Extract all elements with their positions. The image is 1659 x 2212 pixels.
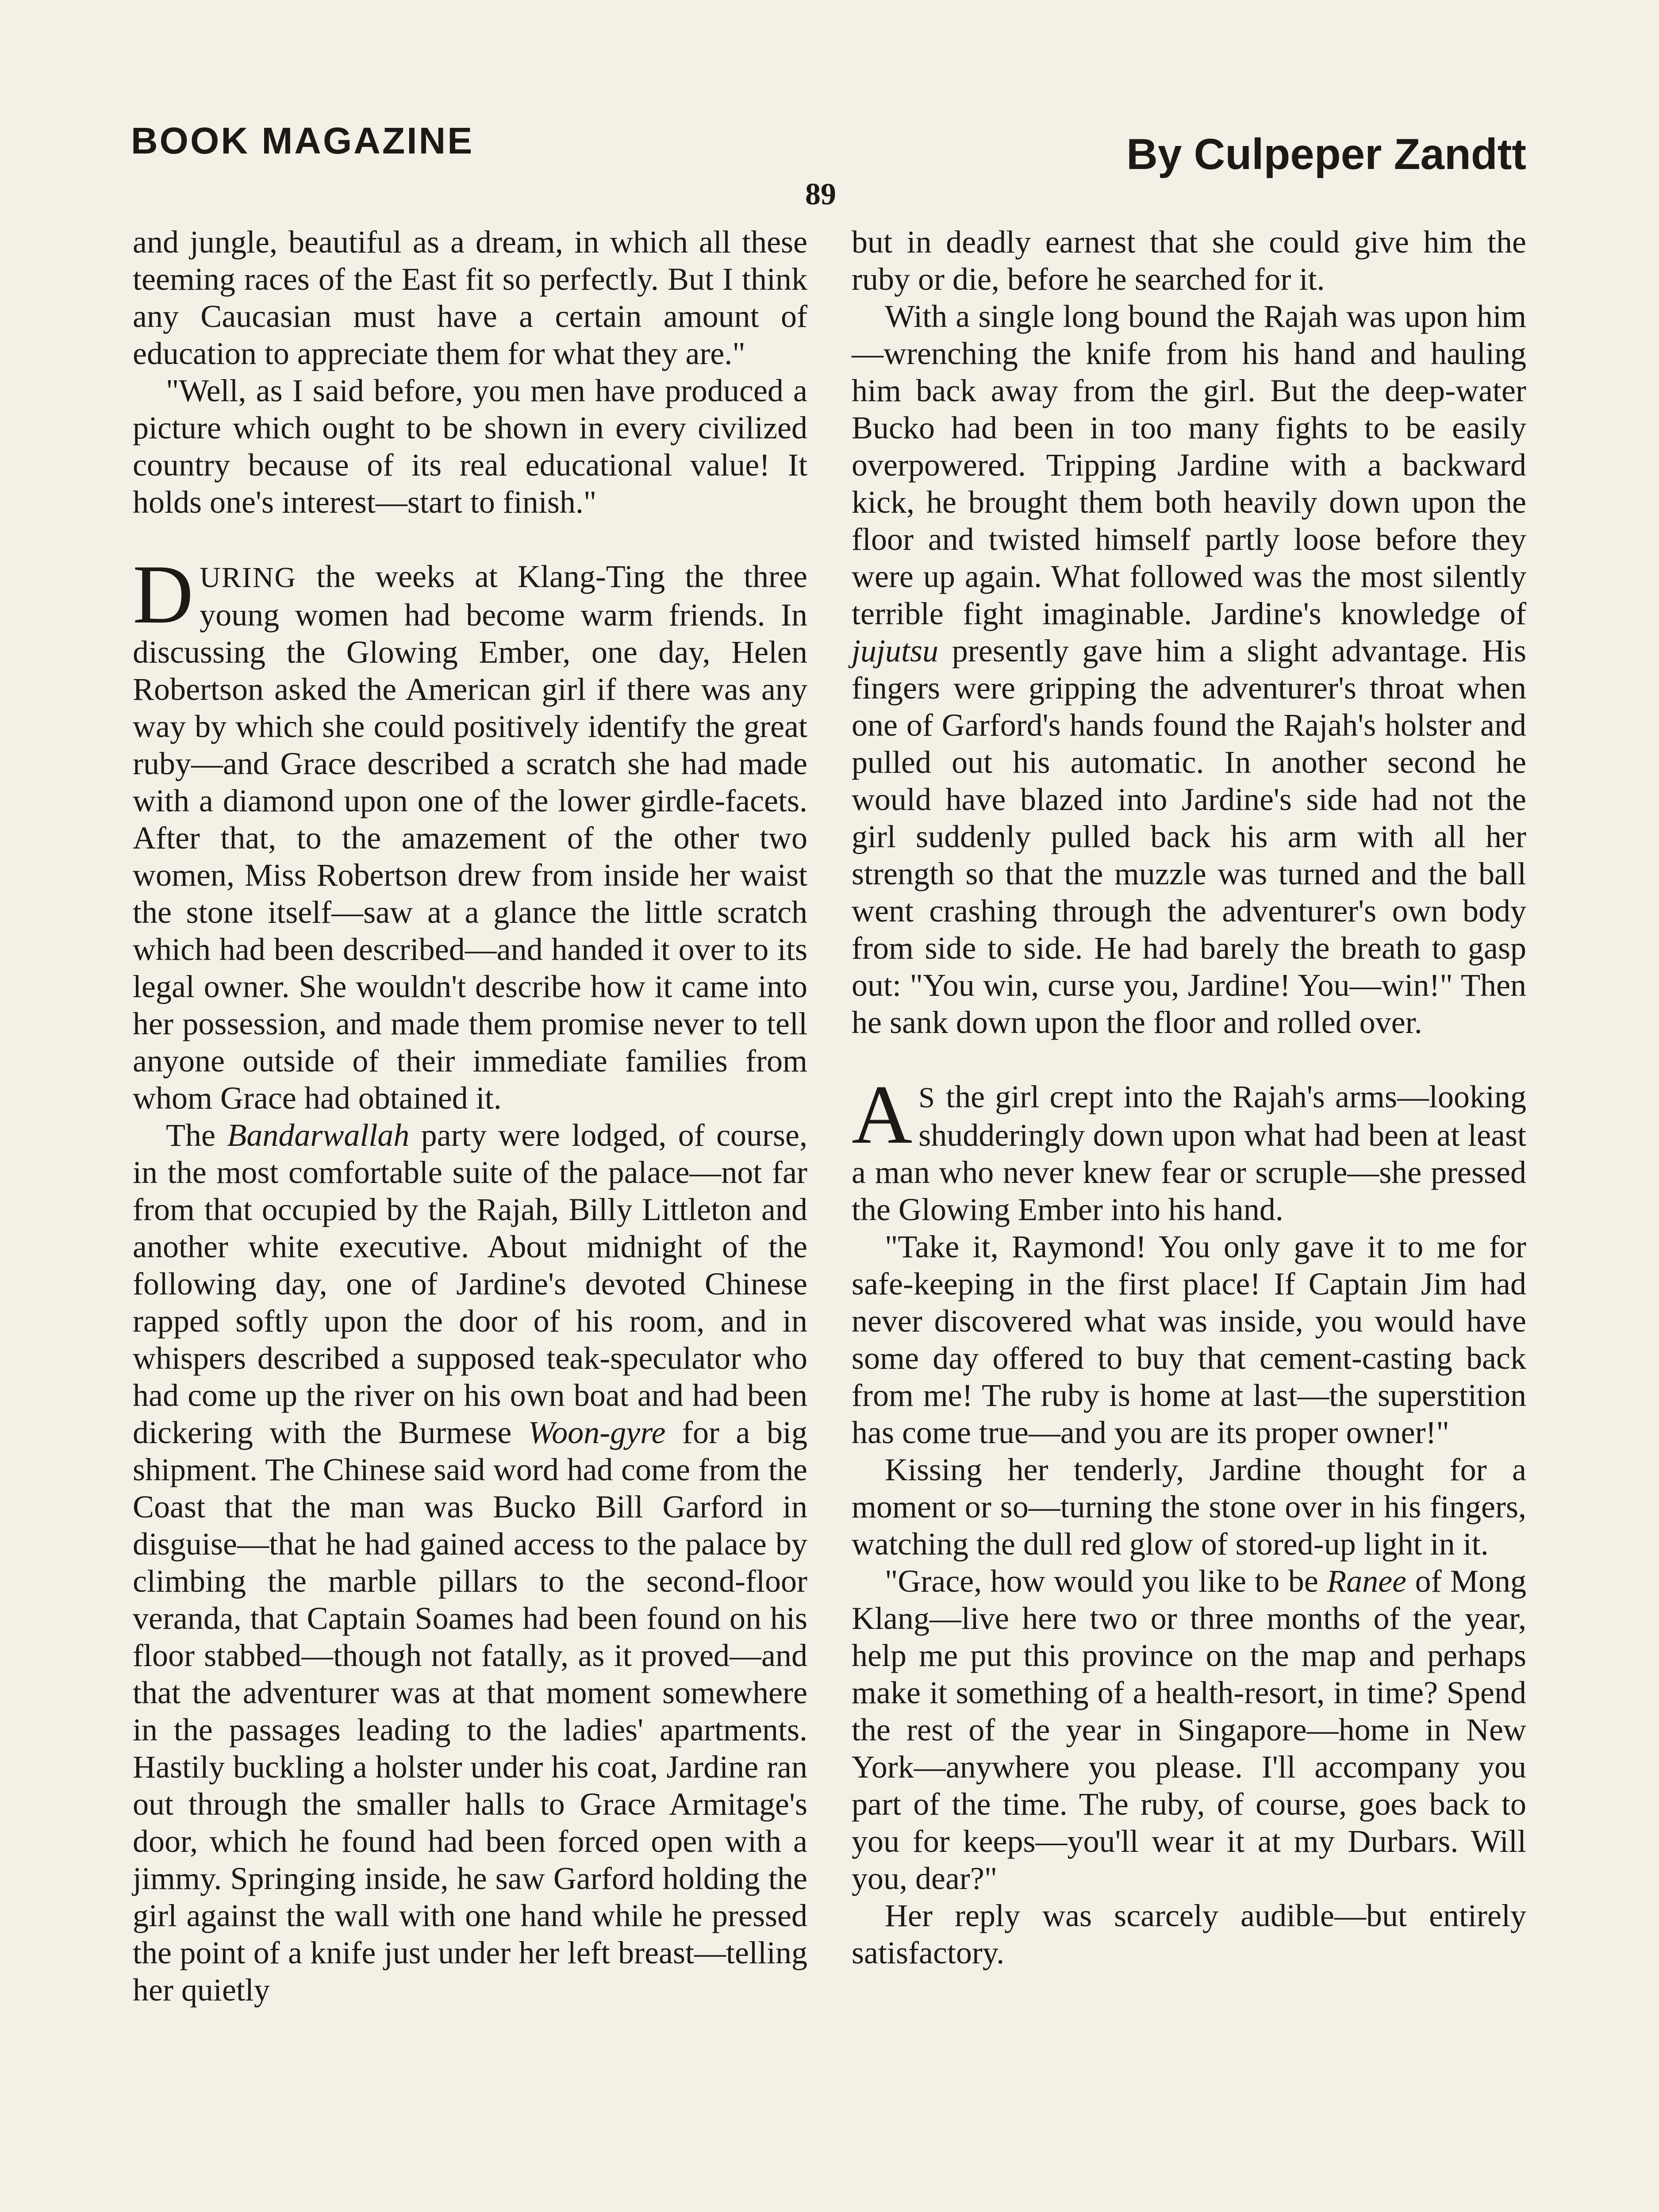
paragraph <box>852 1563 1526 1897</box>
text-run: The <box>166 1118 227 1153</box>
right-column <box>852 223 1526 1971</box>
paragraph <box>133 548 807 1117</box>
italic-text: Ranee <box>1327 1563 1407 1599</box>
text-run: for a big shipment. The Chinese said word had come from the Coast that the man was Bucko Bill Garford in disguise—that he had gained access to the palace by climbing the marble pillars to the second-floor veranda, that Captain Soames had been found on his floor stabbed—though not fatally, as it proved—and that the adventurer was at that moment somewhere in the passages leading to the ladies' apartments. Hastily buckling a holster under his coat, Jardine ran out through the smaller halls to Grace Armitage's door, which he found had been forced open with a jimmy. Springing inside, he saw Garford holding the girl against the wall with one hand while he pressed the point of a knife just under her left breast—telling her quietly <box>133 1415 807 2008</box>
italic-text: Bandarwallah <box>227 1118 410 1153</box>
section-break <box>852 1041 1526 1078</box>
section-break <box>133 521 807 558</box>
page-number: 89 <box>805 177 836 211</box>
small-caps-lead: S <box>918 1082 936 1114</box>
paragraph: Kissing her tenderly, Jardine thought for a moment or so—turning the stone over in his fingers, watching the dull red glow of stored-up light in it. <box>852 1452 1526 1562</box>
paragraph <box>133 1117 807 2008</box>
text-run: party were lodged, of course, in the most comfortable suite of the palace—not far from that occupied by the Rajah, Billy Littleton and another white executive. About midnight of the following day, one of Jardine's devoted Chinese rapped softly upon the door of his room, and in whispers described a supposed teak-speculator who had come up the river on his own boat and had been dickering with the Burmese <box>133 1118 808 1450</box>
paragraph: but in deadly earnest that she could give him the ruby or die, before he searched for it. <box>852 224 1526 297</box>
paragraph: and jungle, beautiful as a dream, in which all these teeming races of the East fit so perfectly. But I think any Caucasian must have a certain amount of education to appreciate them for what they are." <box>133 224 807 371</box>
paragraph-text: the weeks at Klang-Ting the three young women had become warm friends. In discussing the Glowing Ember, one day, Helen Robertson asked the American girl if there was any way by which she could positively identify the great ruby—and Grace described a scratch she had made with a diamond upon one of the lower girdle-facets. After that, to the amazement of the other two women, Miss Robertson drew from inside her waist the stone itself—saw at a glance the little scratch which had been described—and handed it over to its legal owner. She wouldn't describe how it came into her possession, and made them promise never to tell anyone outside of their immediate families from whom Grace had obtained it. <box>133 559 807 1116</box>
drop-cap: A <box>852 1068 913 1161</box>
drop-cap: D <box>133 548 194 641</box>
text-run: "Grace, how would you like to be <box>885 1563 1327 1599</box>
paragraph: "Take it, Raymond! You only gave it to me for safe-keeping in the first place! If Captain Jim had never discovered what was inside, you would have some day offered to buy that cement-casting back from me! The ruby is home at last—the superstition has come true—and you are its proper owner!" <box>852 1229 1526 1450</box>
paragraph-text: the girl crept into the Rajah's arms—looking shudderingly down upon what had been at least a man who never knew fear or scruple—she pressed the Glowing Ember into his hand. <box>852 1079 1526 1227</box>
magazine-title: BOOK MAGAZINE <box>131 120 474 161</box>
text-run: With a single long bound the Rajah was upon him—wrenching the knife from his hand and hauling him back away from the girl. But the deep-water Bucko had been in too many fights to be easily overpowered. Tripping Jardine with a backward kick, he brought them both heavily down upon the floor and twisted himself partly loose before they were up again. What followed was the most silently terrible fight imaginable. Jardine's knowledge of <box>852 299 1526 631</box>
paragraph: Her reply was scarcely audible—but entirely satisfactory. <box>852 1898 1526 1970</box>
italic-text: Woon-gyre <box>528 1415 666 1450</box>
text-run: of Mong Klang—live here two or three months of the year, help me put this province on the map and perhaps make it something of a health-resort, in time? Spend the rest of the year in Singapore—home in New York—anywhere you please. I'll accompany you part of the time. The ruby, of course, goes back to you for keeps—you'll wear it at my Durbars. Will you, dear?" <box>852 1563 1526 1896</box>
author-byline: By Culpeper Zandtt <box>1126 130 1526 178</box>
paragraph: "Well, as I said before, you men have produced a picture which ought to be shown in every civilized country because of its real educational value! It holds one's interest—start to finish." <box>133 373 807 520</box>
left-column <box>133 223 807 2008</box>
paragraph <box>852 298 1526 1041</box>
small-caps-lead: URING <box>200 561 297 594</box>
paragraph <box>852 1068 1526 1228</box>
italic-text: jujutsu <box>852 633 939 668</box>
text-run: presently gave him a slight advantage. His fingers were gripping the adventurer's throat when one of Garford's hands found the Rajah's holster and pulled out his automatic. In another second he would have blazed into Jardine's side had not the girl suddenly pulled back his arm with all her strength so that the muzzle was turned and the ball went crashing through the adventurer's own body from side to side. He had barely the breath to gasp out: "You win, curse you, Jardine! You—win!" Then he sank down upon the floor and rolled over. <box>852 633 1526 1040</box>
